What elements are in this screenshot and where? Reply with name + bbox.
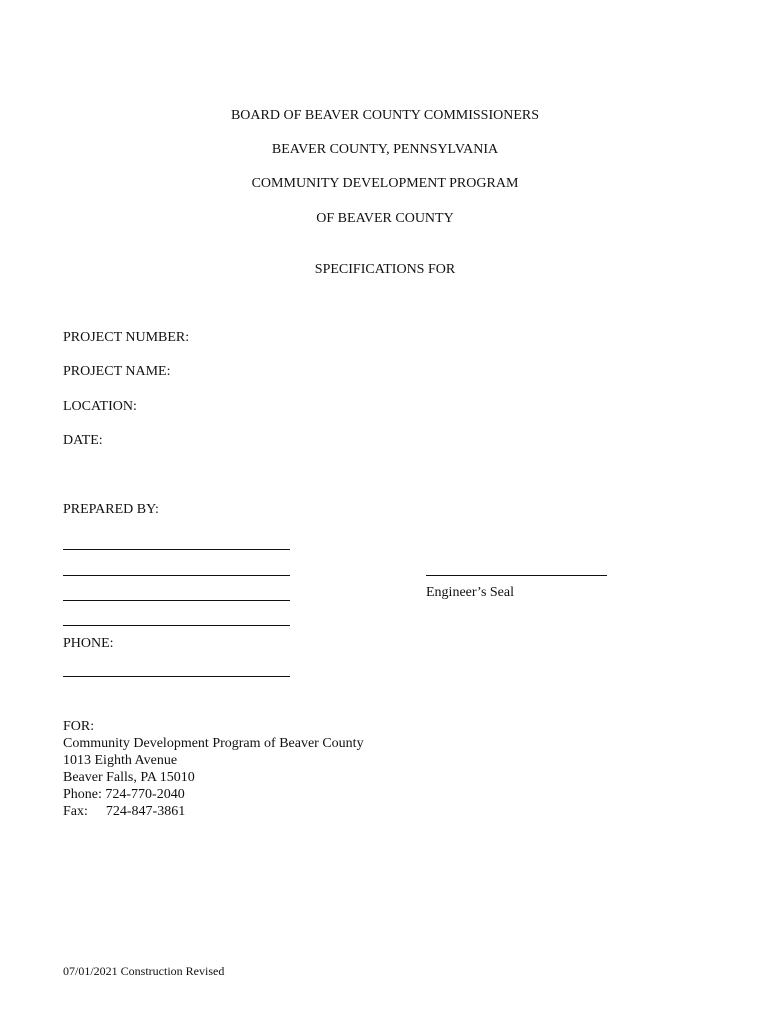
fax-label: Fax: [63, 804, 88, 819]
for-phone: Phone: 724-770-2040 [63, 787, 185, 802]
for-address-block [63, 718, 364, 820]
fax-value: 724-847-3861 [105, 804, 186, 819]
prepared-by-line-2 [63, 575, 290, 576]
engineer-seal-label: Engineer’s Seal [426, 585, 514, 600]
for-label: FOR: [63, 719, 95, 734]
phone-label: PHONE: [63, 636, 114, 651]
phone-line [63, 676, 290, 677]
header-board-title: BOARD OF BEAVER COUNTY COMMISSIONERS [230, 108, 540, 123]
for-organization: Community Development Program of Beaver County [63, 736, 364, 751]
footer-revision: 07/01/2021 Construction Revised [63, 964, 225, 978]
prepared-by-line-3 [63, 600, 290, 601]
prepared-by-line-1 [63, 549, 290, 550]
header-program-county: OF BEAVER COUNTY [316, 211, 454, 226]
for-city: Beaver Falls, PA 15010 [63, 770, 195, 785]
location-label: LOCATION: [63, 399, 137, 414]
prepared-by-label: PREPARED BY: [63, 502, 159, 517]
project-number-label: PROJECT NUMBER: [63, 330, 190, 345]
project-name-label: PROJECT NAME: [63, 364, 171, 379]
specifications-heading: SPECIFICATIONS FOR [314, 262, 456, 277]
prepared-by-line-4 [63, 625, 290, 626]
date-label: DATE: [63, 433, 103, 448]
engineer-seal-line [426, 575, 607, 576]
header-program: COMMUNITY DEVELOPMENT PROGRAM [251, 176, 519, 191]
header-county-state: BEAVER COUNTY, PENNSYLVANIA [271, 142, 499, 157]
for-street: 1013 Eighth Avenue [63, 753, 178, 768]
for-fax [63, 803, 364, 820]
